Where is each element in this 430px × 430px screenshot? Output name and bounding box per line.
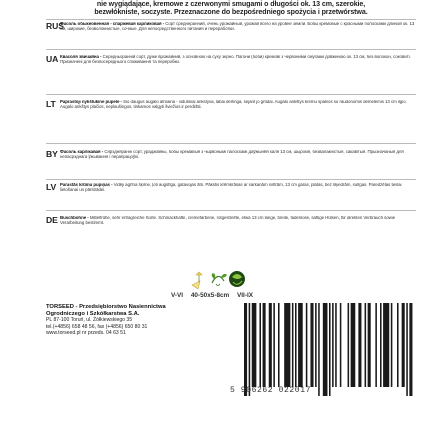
language-block-by	[46, 150, 416, 160]
barcode-bar	[380, 303, 382, 387]
barcode-bar	[340, 303, 342, 387]
divider	[46, 19, 416, 20]
barcode-bar	[269, 303, 272, 387]
language-title: Фасоль обыкновенная - спаржевая карликовая -	[60, 22, 165, 26]
divider	[46, 179, 416, 180]
barcode-bar	[358, 303, 361, 387]
harvest-icon	[229, 271, 245, 287]
company-name-line-2: Ogrodniczego i Szkółkarstwa S.A.	[46, 310, 140, 317]
intro-text	[46, 0, 416, 16]
plant-spacing: 40-50x5-8cm	[190, 292, 230, 299]
language-code: LT	[46, 99, 56, 109]
barcode-bar	[259, 303, 261, 387]
language-text: Сярэдняранні сорт, ураджайны, бобы кремавыя з чырвонымі палоскамі даўжынёй каля 13 см, шырокія, безвалакністыя, сакавітыя. Прызначаныя для непасрэднага ўжывання і перапрацоўкі.	[60, 150, 404, 159]
language-block-lt	[46, 100, 416, 110]
barcode-bar	[252, 303, 257, 387]
divider	[46, 49, 416, 50]
language-title: Paprastoji nykštukinė pupelė -	[60, 100, 122, 104]
barcode	[240, 303, 420, 396]
seed-sprout-icon	[192, 272, 202, 289]
barcode-bar	[292, 303, 294, 387]
barcode-bar	[310, 303, 313, 387]
language-code: DE	[46, 215, 58, 225]
barcode-bar	[348, 303, 350, 387]
barcode-bar	[306, 303, 308, 387]
language-text: Mittelfrühe, sehr ertragreiche Sorte. Schmackhafte, cremefarbene, rotgestreifte, etwa 13 cm lange, breite, fadenlose, saftige Hülsen, für direkten Verbrauch sowie Verarbeitung bestimmt.	[60, 216, 396, 225]
language-title: Parastās krūmu pupiņas -	[60, 183, 113, 187]
company-address	[46, 304, 206, 337]
divider	[46, 94, 416, 95]
barcode-bar	[368, 303, 371, 387]
language-block-rus	[46, 22, 416, 32]
barcode-number: 5 906262 022017	[230, 386, 312, 395]
intro-line-2: bezwłókniste, soczyste. Przeznaczone do bezpośredniego spożycia i przetwórstwa.	[94, 8, 368, 16]
language-text: Середньоранній сорт, дуже врожайний, з основною на суху зерно. Пагони (боби) кремові з червоними смугами довжиною ок. 13 см, без волокон, соковиті. Призначені для безпосереднього споживання та переробки.	[60, 55, 411, 64]
language-code: LV	[46, 182, 57, 192]
barcode-bars	[244, 303, 412, 396]
language-code: RUS	[46, 21, 64, 31]
company-phone: tel.(+4856) 658 48 56, fax (+4856) 650 80 31	[46, 323, 148, 330]
barcode-bar	[244, 303, 247, 396]
barcode-bar	[365, 303, 367, 387]
barcode-bar	[273, 303, 275, 387]
plant-growth-icon	[212, 273, 227, 286]
barcode-bar	[278, 303, 280, 387]
language-block-ua	[46, 55, 416, 65]
language-title: Квасоля звичайна -	[60, 55, 102, 59]
language-code: BY	[46, 149, 58, 159]
intro-line-1: nie wygiądające, kremowe z czerwonymi smugami o długości ok. 13 cm, szerokie,	[96, 0, 366, 8]
sowing-period: V-VI	[171, 292, 184, 299]
barcode-bar	[263, 303, 266, 387]
barcode-bar	[406, 303, 408, 396]
company-web: www.torseed.pl nr przeds. 04 63 51	[46, 330, 126, 337]
divider	[46, 210, 416, 211]
cultivation-icons	[190, 267, 246, 291]
barcode-bar	[335, 303, 337, 387]
barcode-bar	[315, 303, 317, 387]
barcode-bar	[397, 303, 399, 387]
cultivation-specs	[171, 292, 253, 299]
company-street: PL 87-100 Toruń, ul. Żółkiewskiego 35	[46, 317, 133, 324]
language-code: UA	[46, 54, 59, 64]
language-block-lv	[46, 183, 416, 193]
barcode-bar	[318, 303, 320, 396]
company-name: TORSEED - Przedsiębiorstwo Nasiennictwa	[46, 304, 166, 310]
barcode-bar	[391, 303, 393, 387]
language-text: Vidēji agrīna šķirne, ļoti augstīga, gatavojas ātri. Pākstis krēmkrāsas ar sarkanām svītrām, 13 cm garas, platas, bez šķiedrām, sulīgas. Paredzētas tiešai lietošanai un pārstrādei.	[60, 183, 402, 192]
barcode-bar	[409, 303, 412, 396]
language-title: Buschbohne -	[60, 216, 89, 220]
divider	[46, 143, 416, 144]
barcode-bar	[402, 303, 405, 387]
barcode-bar	[332, 303, 334, 387]
barcode-bar	[249, 303, 251, 396]
barcode-bar	[284, 303, 290, 387]
language-title: Фасоль карлікавая -	[60, 150, 104, 154]
language-block-de	[46, 216, 416, 226]
barcode-bar	[375, 303, 377, 387]
barcode-bar	[323, 303, 328, 396]
barcode-bar	[295, 303, 297, 387]
barcode-bar	[298, 303, 303, 387]
barcode-bar	[383, 303, 389, 387]
barcode-bar	[329, 303, 331, 396]
harvest-period: VII-IX	[237, 292, 253, 299]
language-text: Šio daugus augalo atmaina - vidutiniai ankstyva, labai derlinga, sėjant jo grūdai. Augalo ankštys kremu spalvos su raudonomis dėmelėmis 13 cm ilgio. Augalo ankštys plačios, neplaušingos, tinkamos valgyti šviežios ir perdirbti.	[60, 100, 407, 109]
barcode-bar	[351, 303, 356, 387]
language-text: Сорт среднеранний, очень урожайный, урожай всего на уровне земли. Бобы кремовые с красными полосками длиной ок. 13 см, широкие, безволокнистые, сочные. Для непосредственного питания и переработки.	[60, 22, 415, 31]
